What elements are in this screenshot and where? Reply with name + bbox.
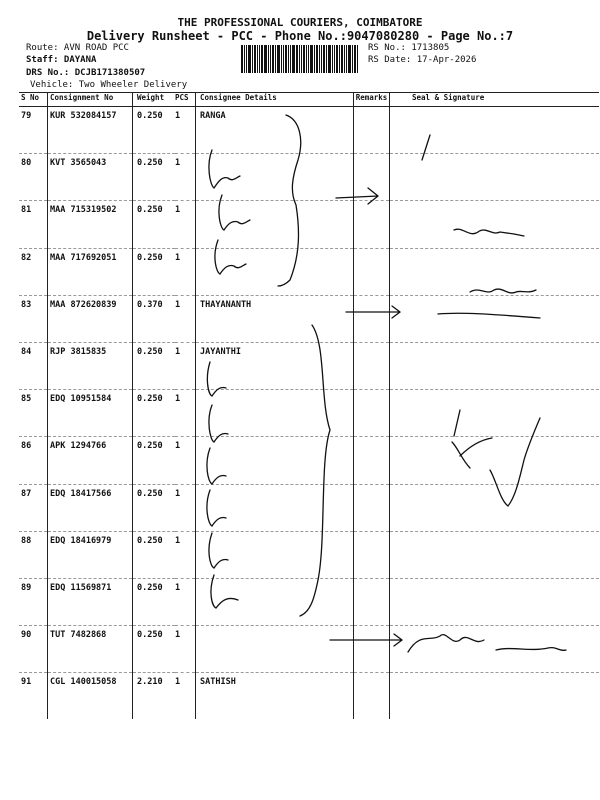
col-consignment-header: Consignment No <box>48 93 133 107</box>
row-consignment-no: RJP 3815835 <box>48 342 133 389</box>
row-sno: 89 <box>19 578 48 625</box>
row-seal-signature <box>390 295 600 342</box>
row-weight: 0.250 <box>133 531 176 578</box>
row-consignee-details <box>196 437 354 484</box>
row-sno: 81 <box>19 201 48 248</box>
staff-label: Staff: DAYANA <box>26 55 97 65</box>
row-consignment-no: APK 1294766 <box>48 437 133 484</box>
row-consignment-no: MAA 872620839 <box>48 295 133 342</box>
col-remarks-header: Remarks <box>354 93 390 107</box>
row-consignment-no: EDQ 11569871 <box>48 578 133 625</box>
table-header-row <box>19 93 599 107</box>
row-sno: 85 <box>19 390 48 437</box>
row-seal-signature <box>390 626 600 673</box>
row-remarks <box>354 673 390 720</box>
row-consignee-details <box>196 201 354 248</box>
route-label: Route: AVN ROAD PCC <box>26 43 129 53</box>
col-weight-header: Weight <box>133 93 176 107</box>
table-row <box>19 107 599 154</box>
row-consignment-no: MAA 717692051 <box>48 248 133 295</box>
row-weight: 0.250 <box>133 626 176 673</box>
row-pcs: 1 <box>175 578 196 625</box>
row-seal-signature <box>390 390 600 437</box>
row-weight: 0.370 <box>133 295 176 342</box>
drs-number: DRS No.: DCJB171380507 <box>26 68 146 78</box>
table-row <box>19 201 599 248</box>
rs-number: RS No.: 1713805 <box>368 43 450 53</box>
row-pcs: 1 <box>175 531 196 578</box>
table-row <box>19 437 599 484</box>
row-pcs: 1 <box>175 390 196 437</box>
row-pcs: 1 <box>175 626 196 673</box>
row-consignee-details: SATHISH <box>196 673 354 720</box>
row-seal-signature <box>390 248 600 295</box>
row-consignee-details <box>196 626 354 673</box>
row-consignment-no: KVT 3565043 <box>48 154 133 201</box>
row-sno: 88 <box>19 531 48 578</box>
row-remarks <box>354 201 390 248</box>
rs-date: RS Date: 17-Apr-2026 <box>368 55 477 65</box>
table-row <box>19 484 599 531</box>
row-seal-signature <box>390 201 600 248</box>
row-remarks <box>354 437 390 484</box>
row-consignee-details: THAYANANTH <box>196 295 354 342</box>
table-row <box>19 248 599 295</box>
row-pcs: 1 <box>175 484 196 531</box>
row-remarks <box>354 578 390 625</box>
row-remarks <box>354 154 390 201</box>
row-pcs: 1 <box>175 342 196 389</box>
row-seal-signature <box>390 673 600 720</box>
row-remarks <box>354 484 390 531</box>
row-weight: 0.250 <box>133 437 176 484</box>
row-consignment-no: KUR 532084157 <box>48 107 133 154</box>
row-remarks <box>354 390 390 437</box>
row-sno: 90 <box>19 626 48 673</box>
row-weight: 0.250 <box>133 248 176 295</box>
row-weight: 0.250 <box>133 342 176 389</box>
row-sno: 84 <box>19 342 48 389</box>
table-row <box>19 531 599 578</box>
row-pcs: 1 <box>175 295 196 342</box>
row-sno: 82 <box>19 248 48 295</box>
row-seal-signature <box>390 107 600 154</box>
row-pcs: 1 <box>175 248 196 295</box>
row-weight: 2.210 <box>137 677 163 688</box>
company-title: THE PROFESSIONAL COURIERS, COIMBATORE <box>177 16 423 29</box>
row-consignment-no: MAA 715319502 <box>48 201 133 248</box>
row-weight: 0.250 <box>133 390 176 437</box>
row-pcs: 1 <box>175 154 196 201</box>
row-sno: 80 <box>19 154 48 201</box>
row-consignment-no: TUT 7482868 <box>48 626 133 673</box>
row-remarks <box>354 342 390 389</box>
row-sno: 79 <box>19 107 48 154</box>
table-row <box>19 154 599 201</box>
row-consignee-details: JAYANTHI <box>196 342 354 389</box>
runsheet-title: Delivery Runsheet - PCC - Phone No.:9047080280 - Page No.:7 <box>86 29 514 43</box>
row-seal-signature <box>390 342 600 389</box>
row-weight: 0.250 <box>133 484 176 531</box>
col-sno-header: S No <box>19 93 48 107</box>
row-weight: 0.250 <box>133 107 176 154</box>
row-seal-signature <box>390 578 600 625</box>
row-consignment-no: CGL 140015058 <box>48 673 133 720</box>
row-weight: 0.250 <box>133 201 176 248</box>
row-seal-signature <box>390 484 600 531</box>
row-consignee-details <box>196 578 354 625</box>
row-seal-signature <box>390 154 600 201</box>
table-row <box>19 578 599 625</box>
row-pcs: 1 <box>175 107 196 154</box>
barcode <box>241 45 365 73</box>
row-sno: 87 <box>19 484 48 531</box>
row-pcs: 1 <box>175 437 196 484</box>
row-seal-signature <box>390 437 600 484</box>
row-consignment-no: EDQ 18416979 <box>48 531 133 578</box>
row-remarks <box>354 295 390 342</box>
table-row <box>19 626 599 673</box>
row-weight: 0.250 <box>133 578 176 625</box>
table-row <box>19 673 599 720</box>
row-sno: 86 <box>19 437 48 484</box>
vehicle-label: Vehicle: Two Wheeler Delivery <box>30 80 188 90</box>
row-sno: 83 <box>19 295 48 342</box>
table-row <box>19 390 599 437</box>
row-remarks <box>354 626 390 673</box>
col-details-header: Consignee Details <box>196 93 354 107</box>
row-seal-signature <box>390 531 600 578</box>
row-consignee-details <box>196 248 354 295</box>
row-consignee-details <box>196 390 354 437</box>
row-remarks <box>354 107 390 154</box>
table-row <box>19 295 599 342</box>
table-row <box>19 342 599 389</box>
row-sno: 91 <box>19 673 48 720</box>
row-consignment-no: EDQ 10951584 <box>48 390 133 437</box>
row-consignee-details <box>196 484 354 531</box>
delivery-table <box>19 92 599 719</box>
row-remarks <box>354 248 390 295</box>
col-seal-header: Seal & Signature <box>390 93 600 107</box>
row-pcs: 1 <box>175 673 196 720</box>
row-consignee-details: RANGA <box>196 107 354 154</box>
row-consignment-no: EDQ 18417566 <box>48 484 133 531</box>
col-pcs-header: PCS <box>175 93 196 107</box>
row-remarks <box>354 531 390 578</box>
row-consignee-details <box>196 154 354 201</box>
row-consignee-details <box>196 531 354 578</box>
row-pcs: 1 <box>175 201 196 248</box>
row-weight: 0.250 <box>133 154 176 201</box>
